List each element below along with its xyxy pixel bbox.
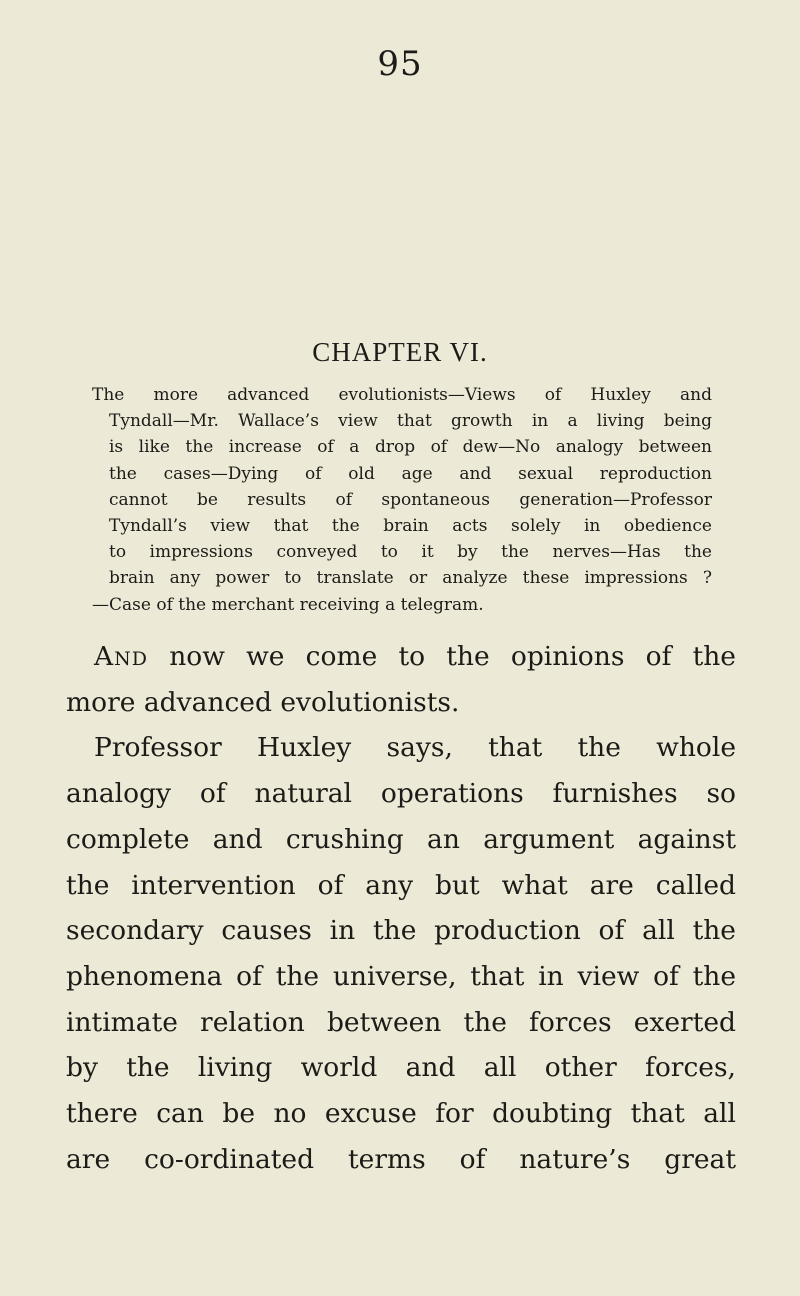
synopsis-line: —Case of the merchant receiving a telegram. — [92, 594, 484, 615]
page-number: 95 — [377, 44, 423, 84]
body-line: complete and crushing an argument against — [66, 823, 736, 855]
body-line: secondary causes in the production of all the — [66, 915, 736, 947]
synopsis-line: to impressions conveyed to it by the nerves—Has the — [109, 542, 712, 563]
body-line: more advanced evolutionists. — [66, 686, 460, 718]
synopsis-line: The more advanced evolutionists—Views of Huxley and — [92, 385, 712, 405]
body-line: by the living world and all other forces, — [66, 1052, 736, 1084]
lead-smallcaps-word: And — [94, 641, 148, 672]
synopsis-line: Tyndall—Mr. Wallace’s view that growth in a living being — [109, 411, 712, 432]
body-line: Professor Huxley says, that the whole — [94, 732, 736, 764]
body-line: phenomena of the universe, that in view of the — [66, 960, 736, 992]
synopsis-line: Tyndall’s view that the brain acts solely in obedience — [109, 516, 712, 537]
body-line: there can be no excuse for doubting that all — [66, 1098, 736, 1130]
body-line: the intervention of any but what are called — [66, 869, 736, 901]
body-line: are co-ordinated terms of nature’s great — [66, 1143, 736, 1175]
body-line: analogy of natural operations furnishes so — [66, 778, 736, 810]
chapter-title: CHAPTER VI. — [312, 337, 488, 367]
body-line-text: now we come to the opinions of the — [148, 641, 736, 672]
body-paragraphs — [66, 634, 736, 1182]
body-line: intimate relation between the forces exerted — [66, 1006, 736, 1038]
synopsis-line: brain any power to translate or analyze these impressions ? — [109, 568, 712, 589]
synopsis-line: is like the increase of a drop of dew—No analogy between — [109, 437, 712, 458]
chapter-synopsis — [92, 382, 712, 618]
synopsis-line: the cases—Dying of old age and sexual reproduction — [109, 463, 712, 484]
synopsis-line: cannot be results of spontaneous generation—Professor — [109, 489, 712, 510]
body-line-first — [66, 634, 736, 680]
